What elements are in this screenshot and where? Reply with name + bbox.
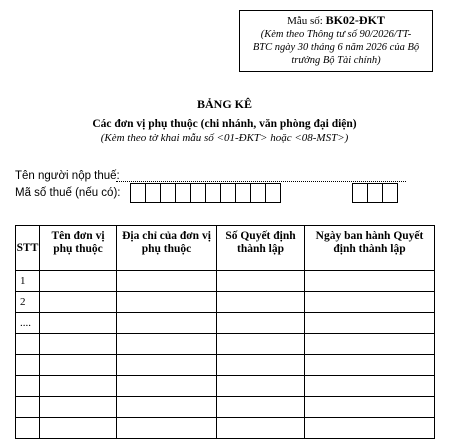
header-unit-address: Địa chỉ của đơn vị phụ thuộc: [117, 226, 217, 271]
tax-code-digit-box[interactable]: [130, 183, 146, 203]
tax-code-digit-box[interactable]: [160, 183, 176, 203]
tax-code-digit-box[interactable]: [145, 183, 161, 203]
tax-code-suffix-box[interactable]: [382, 183, 398, 203]
form-reference-line-3: trưởng Bộ Tài chính): [291, 55, 381, 66]
row-number: [16, 397, 40, 418]
tax-code-boxes-main[interactable]: [131, 183, 281, 203]
cell-decision-number[interactable]: [217, 355, 305, 376]
table-row: [16, 418, 435, 439]
header-stt: STT: [16, 226, 40, 271]
row-number: [16, 334, 40, 355]
row-number: [16, 418, 40, 439]
cell-unit-address[interactable]: [117, 271, 217, 292]
tax-code-digit-box[interactable]: [250, 183, 266, 203]
table-row: [16, 397, 435, 418]
tax-code-suffix-box[interactable]: [367, 183, 383, 203]
cell-decision-date[interactable]: [305, 376, 435, 397]
tax-code-digit-box[interactable]: [175, 183, 191, 203]
cell-unit-name[interactable]: [40, 292, 117, 313]
form-code-label: Mẫu số:: [287, 15, 326, 27]
table-row: [16, 376, 435, 397]
cell-unit-name[interactable]: [40, 355, 117, 376]
taxpayer-name-label: Tên người nộp thuế:: [15, 170, 120, 182]
cell-unit-address[interactable]: [117, 418, 217, 439]
tax-code-digit-box[interactable]: [265, 183, 281, 203]
cell-decision-number[interactable]: [217, 418, 305, 439]
row-number: 2: [16, 292, 40, 313]
cell-unit-address[interactable]: [117, 313, 217, 334]
header-decision-date: Ngày ban hành Quyết định thành lập: [305, 226, 435, 271]
document-title: BẢNG KÊ: [196, 97, 252, 111]
row-number: [16, 355, 40, 376]
cell-decision-date[interactable]: [305, 397, 435, 418]
cell-decision-date[interactable]: [305, 418, 435, 439]
document-note: (Kèm theo tờ khai mẫu số <01-ĐKT> hoặc <08-MST>): [100, 132, 349, 144]
cell-decision-number[interactable]: [217, 334, 305, 355]
tax-code-digit-box[interactable]: [235, 183, 251, 203]
row-number: [16, 376, 40, 397]
cell-decision-date[interactable]: [305, 292, 435, 313]
cell-unit-address[interactable]: [117, 292, 217, 313]
tax-code-digit-box[interactable]: [205, 183, 221, 203]
cell-decision-date[interactable]: [305, 313, 435, 334]
cell-unit-address[interactable]: [117, 397, 217, 418]
table-row: [16, 334, 435, 355]
cell-unit-name[interactable]: [40, 271, 117, 292]
form-code-line: [240, 14, 432, 28]
taxpayer-name-field[interactable]: [116, 171, 406, 182]
table-row: [16, 355, 435, 376]
table-row: [16, 313, 435, 334]
cell-decision-number[interactable]: [217, 397, 305, 418]
cell-decision-date[interactable]: [305, 271, 435, 292]
document-subtitle: Các đơn vị phụ thuộc (chi nhánh, văn phòng đại diện): [92, 118, 357, 130]
table-header-row: [16, 226, 435, 271]
tax-code-label: Mã số thuế (nếu có):: [15, 187, 121, 199]
header-unit-name: Tên đơn vị phụ thuộc: [40, 226, 117, 271]
tax-code-suffix-box[interactable]: [352, 183, 368, 203]
cell-unit-address[interactable]: [117, 355, 217, 376]
cell-unit-name[interactable]: [40, 397, 117, 418]
dependent-units-table: [15, 225, 435, 439]
header-decision-number: Số Quyết định thành lập: [217, 226, 305, 271]
cell-decision-date[interactable]: [305, 334, 435, 355]
form-code-box: [239, 10, 433, 72]
cell-decision-date[interactable]: [305, 355, 435, 376]
form-code: BK02-ĐKT: [325, 13, 385, 27]
table-row: [16, 271, 435, 292]
cell-decision-number[interactable]: [217, 271, 305, 292]
cell-unit-name[interactable]: [40, 418, 117, 439]
table-row: [16, 292, 435, 313]
cell-unit-address[interactable]: [117, 376, 217, 397]
cell-unit-name[interactable]: [40, 376, 117, 397]
cell-unit-name[interactable]: [40, 334, 117, 355]
form-reference-line-2: BTC ngày 30 tháng 6 năm 2026 của Bộ: [252, 42, 420, 53]
cell-decision-number[interactable]: [217, 376, 305, 397]
tax-code-boxes-suffix[interactable]: [353, 183, 398, 203]
cell-unit-address[interactable]: [117, 334, 217, 355]
row-number: 1: [16, 271, 40, 292]
tax-code-digit-box[interactable]: [220, 183, 236, 203]
row-number: ....: [16, 313, 40, 334]
cell-unit-name[interactable]: [40, 313, 117, 334]
cell-decision-number[interactable]: [217, 313, 305, 334]
tax-code-digit-box[interactable]: [190, 183, 206, 203]
form-reference-line-1: (Kèm theo Thông tư số 90/2026/TT-: [260, 29, 412, 40]
cell-decision-number[interactable]: [217, 292, 305, 313]
